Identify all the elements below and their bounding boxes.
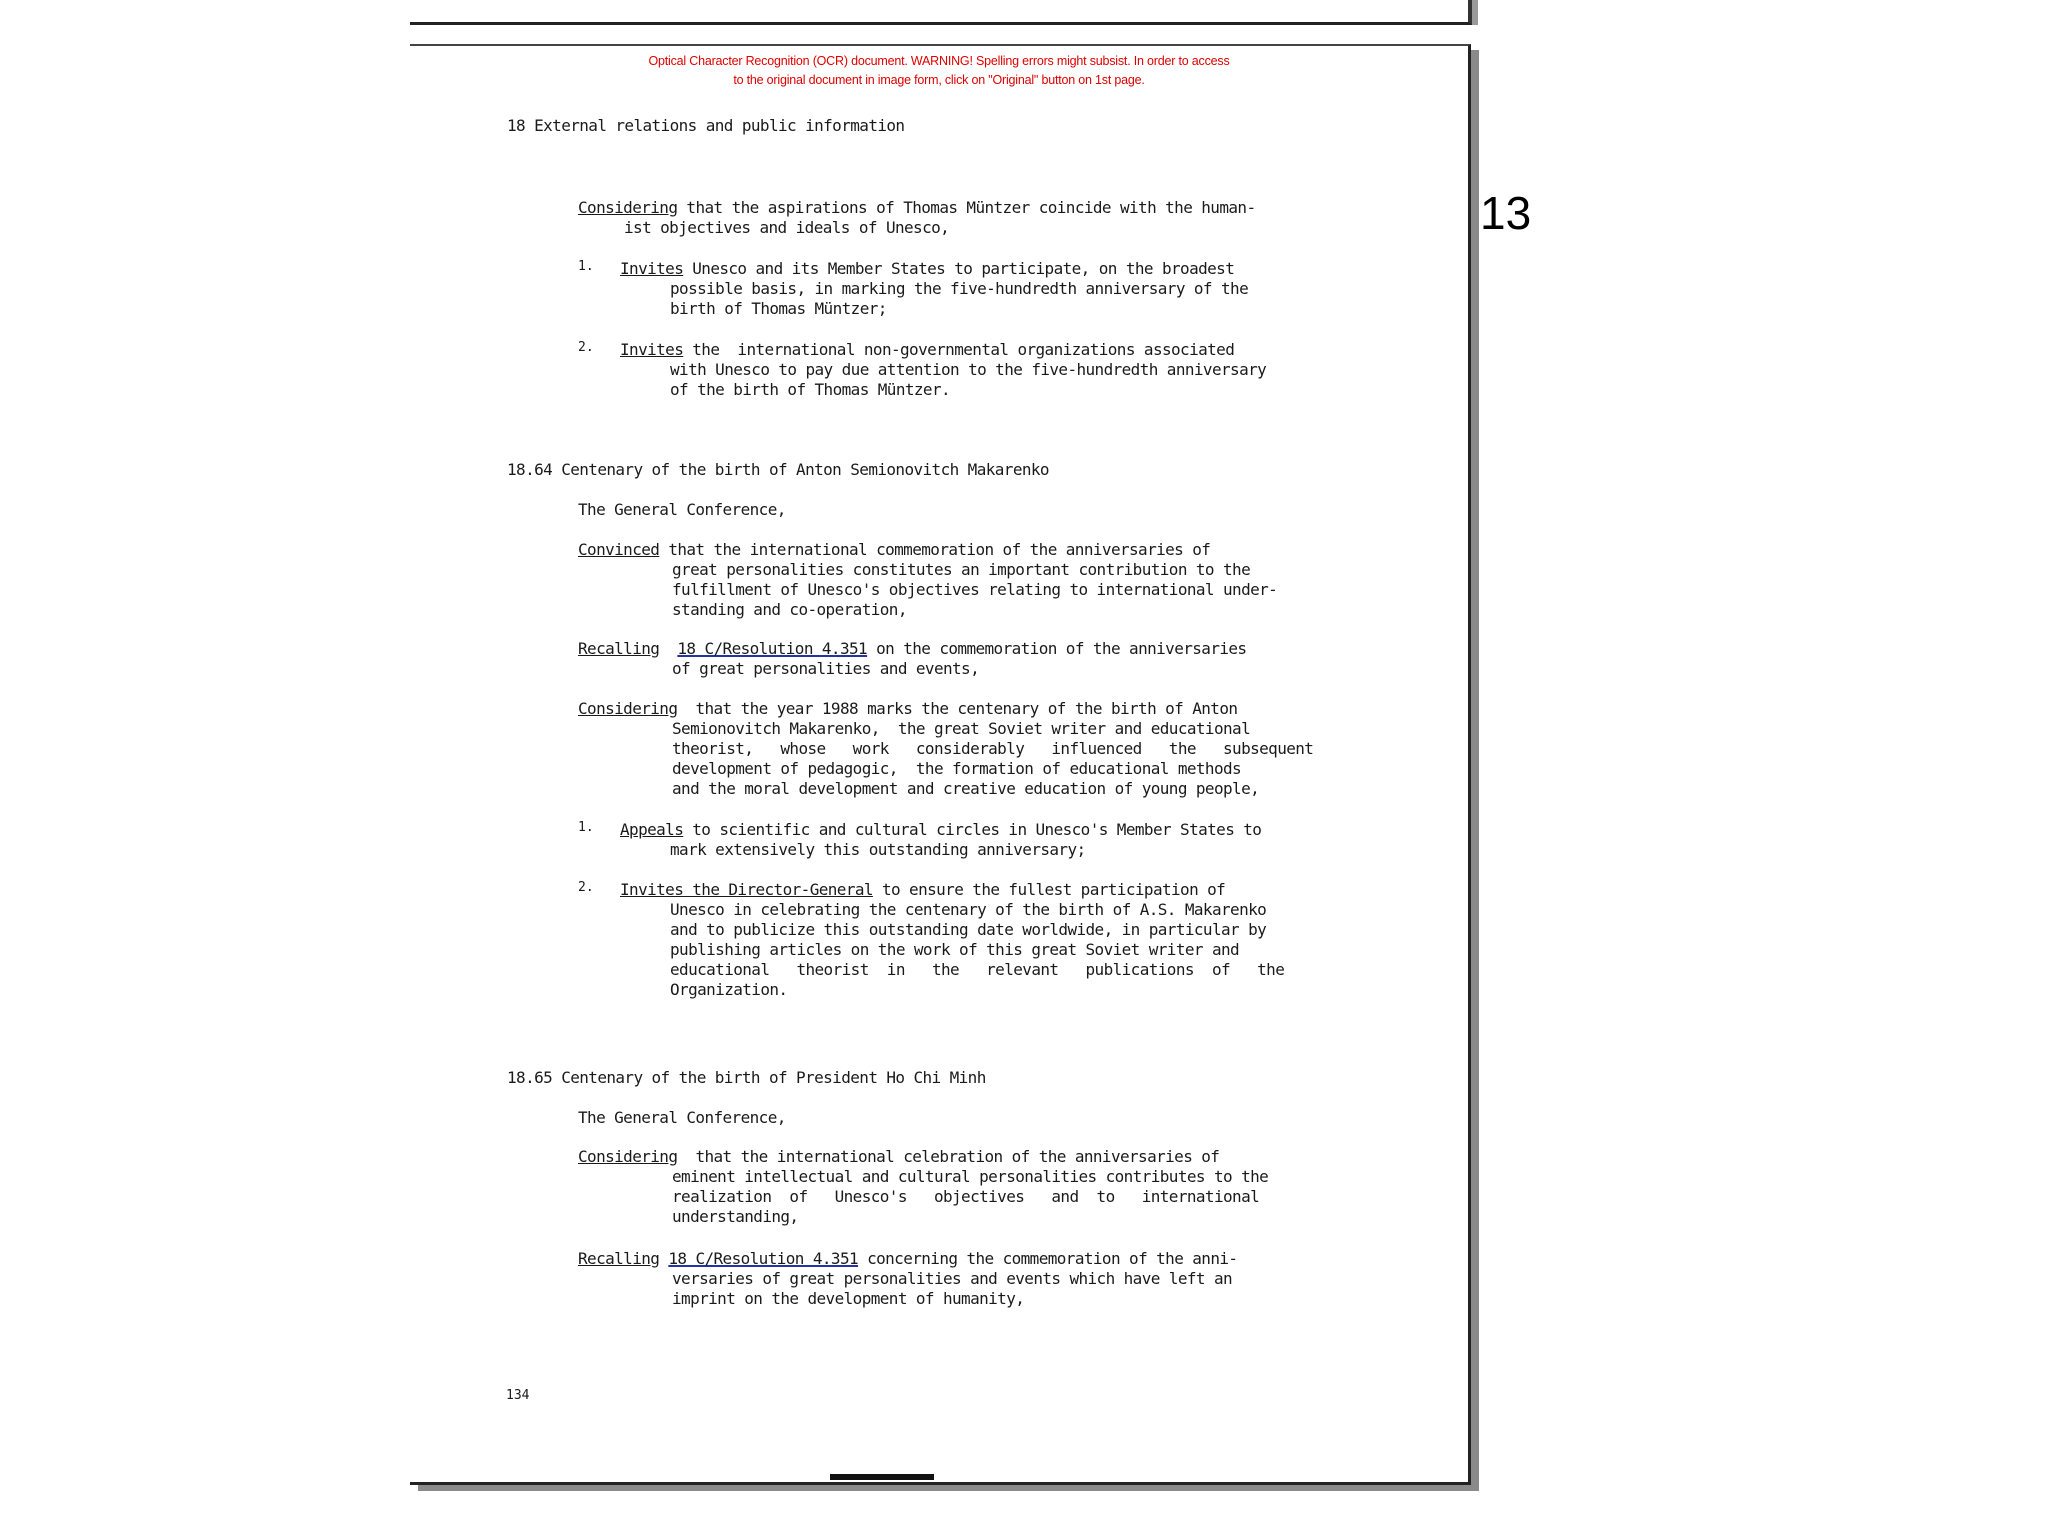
muntzer-item1-line1 (620, 259, 1234, 280)
ocr-warning-line1: Optical Character Recognition (OCR) document. WARNING! Spelling errors might subsist. In order to access (648, 54, 1230, 68)
muntzer-item2-line3: of the birth of Thomas Müntzer. (670, 380, 951, 399)
hochiminh-considering-line2: eminent intellectual and cultural personalities contributes to the (672, 1167, 1269, 1186)
slide-number: 13 (1480, 187, 1532, 239)
text-run: the international non-governmental organizations associated (683, 340, 1235, 359)
item-number: 2. (578, 880, 594, 895)
muntzer-item2-line2: with Unesco to pay due attention to the five-hundredth anniversary (670, 360, 1267, 379)
text-run: on the commemoration of the anniversaries (867, 639, 1247, 658)
makarenko-item2-line4: publishing articles on the work of this great Soviet writer and (670, 940, 1240, 959)
makarenko-considering-line1 (578, 699, 1237, 720)
item-number: 1. (578, 259, 594, 274)
text-run: to ensure the fullest participation of (872, 880, 1226, 899)
general-conference-label: The General Conference, (578, 1108, 786, 1127)
ocr-warning-line2: to the original document in image form, click on "Original" button on 1st page. (733, 73, 1145, 87)
text-run: that the international celebration of the anniversaries of (677, 1147, 1220, 1166)
keyword-recalling: Recalling (578, 1249, 660, 1268)
text-run: that the international commemoration of the anniversaries of (659, 540, 1211, 559)
section-heading-ho-chi-minh: 18.65 Centenary of the birth of President Ho Chi Minh (507, 1068, 986, 1087)
keyword-invites-director-general: Invites the Director-General (620, 880, 873, 899)
previous-page-edge (410, 0, 1472, 25)
makarenko-convinced-line2: great personalities constitutes an important contribution to the (672, 560, 1251, 579)
text-run: that the aspirations of Thomas Müntzer coincide with the human- (677, 198, 1256, 217)
scroll-indicator[interactable] (830, 1474, 934, 1480)
makarenko-item2-line1 (620, 880, 1225, 901)
muntzer-item1-line2: possible basis, in marking the five-hundredth anniversary of the (670, 279, 1249, 298)
makarenko-considering-line2: Semionovitch Makarenko, the great Soviet writer and educational (672, 719, 1251, 738)
keyword-considering: Considering (578, 1147, 678, 1166)
keyword-invites: Invites (620, 259, 684, 278)
makarenko-item2-line6: Organization. (670, 980, 788, 999)
muntzer-item2-line1 (620, 340, 1234, 361)
page-header: 18 External relations and public information (507, 116, 905, 135)
resolution-reference: 18 C/Resolution 4.351 (668, 1249, 859, 1268)
makarenko-recalling-line1 (578, 639, 1246, 660)
muntzer-considering-line1 (578, 198, 1255, 219)
makarenko-item2-line3: and to publicize this outstanding date worldwide, in particular by (670, 920, 1267, 939)
hochiminh-considering-line1 (578, 1147, 1219, 1168)
makarenko-item1-line2: mark extensively this outstanding anniversary; (670, 840, 1086, 859)
makarenko-recalling-line2: of great personalities and events, (672, 659, 980, 678)
keyword-considering: Considering (578, 198, 678, 217)
keyword-appeals: Appeals (620, 820, 684, 839)
text-run: to scientific and cultural circles in Unesco's Member States to (683, 820, 1262, 839)
ocr-warning (410, 52, 1468, 90)
hochiminh-recalling-line2: versaries of great personalities and events which have left an (672, 1269, 1233, 1288)
hochiminh-recalling-line1 (578, 1249, 1237, 1270)
text-run: Unesco and its Member States to participate, on the broadest (683, 259, 1235, 278)
keyword-considering: Considering (578, 699, 678, 718)
muntzer-considering-line2: ist objectives and ideals of Unesco, (624, 218, 950, 237)
document-page (410, 44, 1471, 1485)
section-heading-makarenko: 18.64 Centenary of the birth of Anton Semionovitch Makarenko (507, 460, 1049, 479)
keyword-recalling: Recalling (578, 639, 660, 658)
makarenko-item2-line2: Unesco in celebrating the centenary of the birth of A.S. Makarenko (670, 900, 1267, 919)
makarenko-convinced-line4: standing and co-operation, (672, 600, 907, 619)
makarenko-convinced-line3: fulfillment of Unesco's objectives relating to international under- (672, 580, 1278, 599)
muntzer-item1-line3: birth of Thomas Müntzer; (670, 299, 887, 318)
makarenko-item1-line1 (620, 820, 1261, 841)
hochiminh-considering-line4: understanding, (672, 1207, 799, 1226)
item-number: 1. (578, 820, 594, 835)
text-run: concerning the commemoration of the anni- (858, 1249, 1238, 1268)
hochiminh-considering-line3: realization of Unesco's objectives and to international (672, 1187, 1260, 1206)
hochiminh-recalling-line3: imprint on the development of humanity, (672, 1289, 1025, 1308)
makarenko-considering-line5: and the moral development and creative education of young people, (672, 779, 1260, 798)
makarenko-considering-line3: theorist, whose work considerably influenced the subsequent (672, 739, 1314, 758)
makarenko-item2-line5: educational theorist in the relevant publications of the (670, 960, 1285, 979)
general-conference-label: The General Conference, (578, 500, 786, 519)
keyword-invites: Invites (620, 340, 684, 359)
text-run (659, 1249, 668, 1268)
makarenko-convinced-line1 (578, 540, 1210, 561)
text-run: that the year 1988 marks the centenary of the birth of Anton (677, 699, 1238, 718)
item-number: 2. (578, 340, 594, 355)
page-number: 134 (506, 1388, 530, 1403)
keyword-convinced: Convinced (578, 540, 660, 559)
text-run (659, 639, 677, 658)
makarenko-considering-line4: development of pedagogic, the formation of educational methods (672, 759, 1242, 778)
resolution-reference: 18 C/Resolution 4.351 (677, 639, 868, 658)
